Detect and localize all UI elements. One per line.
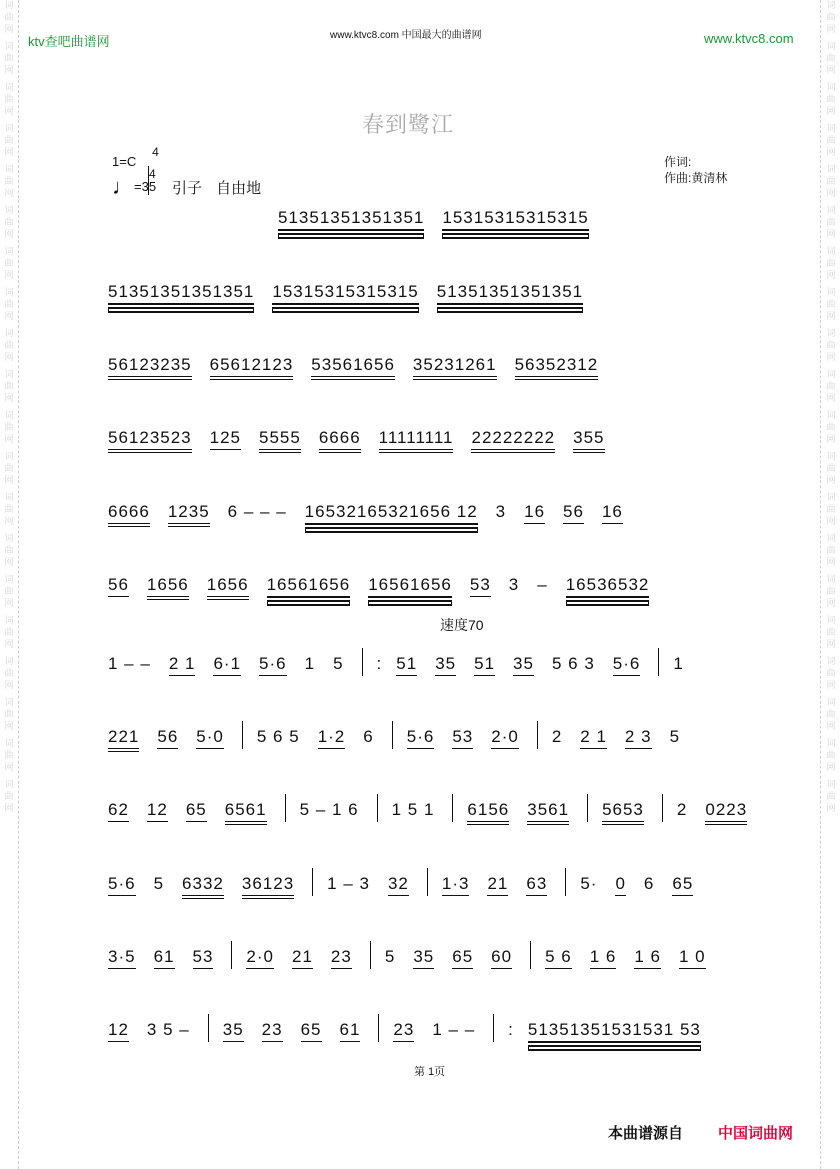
note-group: 23 — [262, 1020, 283, 1042]
note-group: 16561656 — [368, 575, 452, 602]
time-top: 4 — [152, 145, 159, 159]
watermark-text: 词曲网 — [826, 329, 836, 363]
note-group: 56123235 — [108, 355, 192, 380]
note-group: 22222222 — [471, 428, 555, 453]
barline — [231, 941, 232, 969]
note-group: 3·5 — [108, 947, 136, 969]
barline — [565, 868, 566, 896]
note-group: 51351351351351 — [278, 208, 424, 235]
score-line — [108, 282, 601, 312]
note-group: 35 — [435, 654, 456, 676]
note-group: 3 — [508, 575, 520, 594]
watermark-text: 词曲网 — [826, 411, 836, 445]
score-line — [108, 868, 711, 898]
watermark-text: 词曲网 — [4, 616, 14, 650]
note-group: 1 — [304, 654, 316, 673]
note-group: 65612123 — [210, 355, 294, 380]
tempo-value: =35 — [134, 179, 157, 194]
watermark-text: 词曲网 — [4, 1, 14, 35]
note-group: 16 — [524, 502, 545, 524]
note-group: 51351351351351 — [437, 282, 583, 309]
barline — [587, 794, 588, 822]
watermark-text: 词曲网 — [826, 739, 836, 773]
note-group: 5 6 5 — [256, 727, 300, 746]
side-watermark-left — [2, 0, 16, 1169]
watermark-text: 词曲网 — [826, 780, 836, 814]
note-group: 23 — [393, 1020, 414, 1042]
barline — [452, 794, 453, 822]
note-group: 61 — [154, 947, 175, 969]
watermark-text: 词曲网 — [4, 165, 14, 199]
note-group: 51351351351351 — [108, 282, 254, 309]
note-group: 1·2 — [318, 727, 346, 749]
note-group: 5· — [580, 874, 598, 893]
watermark-text: 词曲网 — [4, 329, 14, 363]
note-group: 1 — [673, 654, 684, 673]
barline — [362, 648, 363, 676]
watermark-text: 词曲网 — [826, 83, 836, 117]
barline — [378, 1014, 379, 1042]
watermark-text: 词曲网 — [826, 165, 836, 199]
note-group: 5555 — [259, 428, 301, 453]
watermark-text: 词曲网 — [4, 288, 14, 322]
score-title: 春到鹭江 — [362, 113, 455, 138]
note-group: 355 — [573, 428, 604, 453]
note-group: 51351351531531 53 — [528, 1020, 701, 1047]
score-line — [108, 648, 702, 678]
note-group: 2 1 — [580, 727, 607, 749]
note-group: 11111111 — [379, 428, 454, 453]
note-group: 1 6 — [590, 947, 617, 969]
barline — [242, 721, 243, 749]
note-group: 53 — [470, 575, 491, 597]
note-group: 51 — [396, 654, 417, 676]
note-group: 2 1 — [169, 654, 196, 676]
note-group: 56123523 — [108, 428, 192, 453]
note-group: 5 — [153, 874, 165, 893]
note-group: 16561656 — [267, 575, 351, 602]
key-signature: 1=C — [112, 154, 137, 169]
watermark-text: 词曲网 — [826, 42, 836, 76]
watermark-text: 词曲网 — [4, 657, 14, 691]
barline — [377, 794, 378, 822]
watermark-text: 词曲网 — [4, 780, 14, 814]
note-group: 53561656 — [311, 355, 395, 380]
note-group: 1 5 1 — [391, 800, 435, 819]
note-group: 21 — [292, 947, 313, 969]
note-group: 15315315315315 — [272, 282, 418, 309]
quarter-note-icon: ♩ — [112, 174, 134, 199]
watermark-text: 词曲网 — [826, 698, 836, 732]
note-group: 1656 — [147, 575, 189, 600]
watermark-text: 词曲网 — [826, 616, 836, 650]
tempo-mark — [112, 171, 156, 197]
watermark-text: 词曲网 — [826, 370, 836, 404]
watermark-text: 词曲网 — [4, 493, 14, 527]
note-group: 5·6 — [613, 654, 641, 676]
note-group: 35 — [513, 654, 534, 676]
note-group: 125 — [210, 428, 241, 450]
page-number: 第 1页 — [414, 1066, 446, 1078]
watermark-text: 词曲网 — [826, 1, 836, 35]
note-group: 5·0 — [196, 727, 224, 749]
note-group: 1 – – — [432, 1020, 476, 1039]
note-group: 63 — [526, 874, 547, 896]
note-group: 2·0 — [491, 727, 519, 749]
watermark-text: 词曲网 — [826, 288, 836, 322]
note-group: 5653 — [602, 800, 644, 825]
score-line — [108, 502, 641, 532]
note-group: 56 — [563, 502, 584, 524]
note-group: 6 – – – — [227, 502, 287, 521]
watermark-text: 词曲网 — [826, 575, 836, 609]
note-group: 65 — [186, 800, 207, 822]
score-line — [108, 794, 765, 824]
note-group: 56 — [157, 727, 178, 749]
watermark-text: 词曲网 — [4, 370, 14, 404]
note-group: 1 0 — [679, 947, 706, 969]
note-group: 21 — [487, 874, 508, 896]
note-group: 62 — [108, 800, 129, 822]
note-group: 16536532 — [566, 575, 650, 602]
barline — [392, 721, 393, 749]
note-group: 53 — [452, 727, 473, 749]
barline — [285, 794, 286, 822]
watermark-text: 词曲网 — [4, 411, 14, 445]
note-group: 32 — [388, 874, 409, 896]
note-group: 53 — [193, 947, 214, 969]
note-group: 5 — [669, 727, 681, 746]
note-group: 5·6 — [108, 874, 136, 896]
note-group: 2 — [676, 800, 688, 819]
margin-rule-left — [18, 0, 19, 1169]
note-group: 51 — [474, 654, 495, 676]
repeat-sign: : — [376, 654, 383, 673]
footer-source-label: 本曲谱源自 — [608, 1125, 684, 1142]
note-group: 36123 — [242, 874, 294, 899]
watermark-text: 词曲网 — [4, 698, 14, 732]
note-group: 0223 — [705, 800, 747, 825]
note-group: 12 — [108, 1020, 129, 1042]
note-group: 65 — [301, 1020, 322, 1042]
barline — [662, 794, 663, 822]
header-right-site[interactable]: www.ktvc8.com — [704, 31, 794, 46]
barline — [312, 868, 313, 896]
lyricist: 作词: — [664, 155, 692, 169]
note-group: 23 — [331, 947, 352, 969]
note-group: 6·1 — [213, 654, 241, 676]
note-group: 6 — [643, 874, 655, 893]
watermark-text: 词曲网 — [826, 657, 836, 691]
speed-marking: 速度70 — [440, 617, 484, 633]
note-group: 16 — [602, 502, 623, 524]
note-group: 56 — [108, 575, 129, 597]
note-group: 3561 — [527, 800, 569, 825]
barline — [658, 648, 659, 676]
note-group: 65 — [672, 874, 693, 896]
barline — [537, 721, 538, 749]
barline — [370, 941, 371, 969]
repeat-sign: : — [508, 1020, 514, 1039]
note-group: 35231261 — [413, 355, 497, 380]
note-group: 6666 — [319, 428, 361, 453]
watermark-text: 词曲网 — [4, 575, 14, 609]
note-group: 56352312 — [515, 355, 599, 380]
note-group: 1 6 — [634, 947, 661, 969]
note-group: 6156 — [467, 800, 509, 825]
watermark-text: 词曲网 — [4, 534, 14, 568]
score-line — [108, 355, 616, 385]
watermark-text: 词曲网 — [4, 124, 14, 158]
watermark-text: 词曲网 — [826, 124, 836, 158]
score-line — [278, 208, 607, 238]
note-group: 15315315315315 — [442, 208, 588, 235]
note-group: 1·3 — [442, 874, 470, 896]
score-line — [108, 1014, 719, 1044]
watermark-text: 词曲网 — [826, 534, 836, 568]
watermark-text: 词曲网 — [4, 247, 14, 281]
note-group: 1656 — [207, 575, 249, 600]
side-watermark-right — [824, 0, 838, 1169]
barline — [208, 1014, 209, 1042]
note-group: 60 — [491, 947, 512, 969]
note-group: 35 — [223, 1020, 244, 1042]
note-group: 2·0 — [246, 947, 274, 969]
note-group: 1235 — [168, 502, 210, 527]
note-group: 6666 — [108, 502, 150, 527]
note-group: 16532165321656 12 — [305, 502, 478, 529]
intro-marking: 引子 自由地 — [172, 180, 262, 197]
barline — [493, 1014, 494, 1042]
score-line — [108, 941, 724, 971]
note-group: – — [537, 575, 548, 594]
watermark-text: 词曲网 — [826, 452, 836, 486]
note-group: 5 — [384, 947, 396, 966]
score-line — [108, 721, 698, 751]
note-group: 6561 — [225, 800, 267, 825]
note-group: 1 – 3 — [327, 874, 370, 893]
watermark-text: 词曲网 — [826, 247, 836, 281]
score-line — [108, 575, 667, 605]
note-group: 65 — [452, 947, 473, 969]
watermark-text: 词曲网 — [4, 206, 14, 240]
note-group: 5·6 — [407, 727, 435, 749]
note-group: 3 — [495, 502, 507, 521]
note-group: 2 — [551, 727, 563, 746]
composer: 作曲:黄清林 — [664, 171, 728, 185]
note-group: 61 — [340, 1020, 361, 1042]
watermark-text: 词曲网 — [826, 206, 836, 240]
watermark-text: 词曲网 — [4, 452, 14, 486]
note-group: 5·6 — [259, 654, 287, 676]
note-group: 0 — [615, 874, 625, 896]
note-group: 1 – – — [108, 654, 151, 673]
note-group: 5 6 — [545, 947, 572, 969]
note-group: 2 3 — [625, 727, 652, 749]
note-group: 5 — [333, 654, 344, 673]
footer-source-site[interactable]: 中国词曲网 — [718, 1125, 794, 1142]
note-group: 6 — [363, 727, 374, 746]
time-bottom: 4 — [148, 166, 149, 195]
watermark-text: 词曲网 — [4, 83, 14, 117]
header-center-text: www.ktvc8.com 中国最大的曲谱网 — [330, 30, 482, 41]
barline — [530, 941, 531, 969]
watermark-text: 词曲网 — [4, 42, 14, 76]
watermark-text: 词曲网 — [826, 493, 836, 527]
watermark-text: 词曲网 — [4, 739, 14, 773]
note-group: 3 5 – — [146, 1020, 190, 1039]
note-group: 12 — [147, 800, 168, 822]
note-group: 221 — [108, 727, 139, 752]
header-left-site[interactable]: ktv查吧曲谱网 — [28, 34, 110, 49]
note-group: 5 – 1 6 — [299, 800, 359, 819]
score-line — [108, 428, 623, 458]
margin-rule-right — [820, 0, 821, 1169]
note-group: 35 — [413, 947, 434, 969]
note-group: 5 6 3 — [551, 654, 595, 673]
barline — [427, 868, 428, 896]
note-group: 6332 — [182, 874, 224, 899]
